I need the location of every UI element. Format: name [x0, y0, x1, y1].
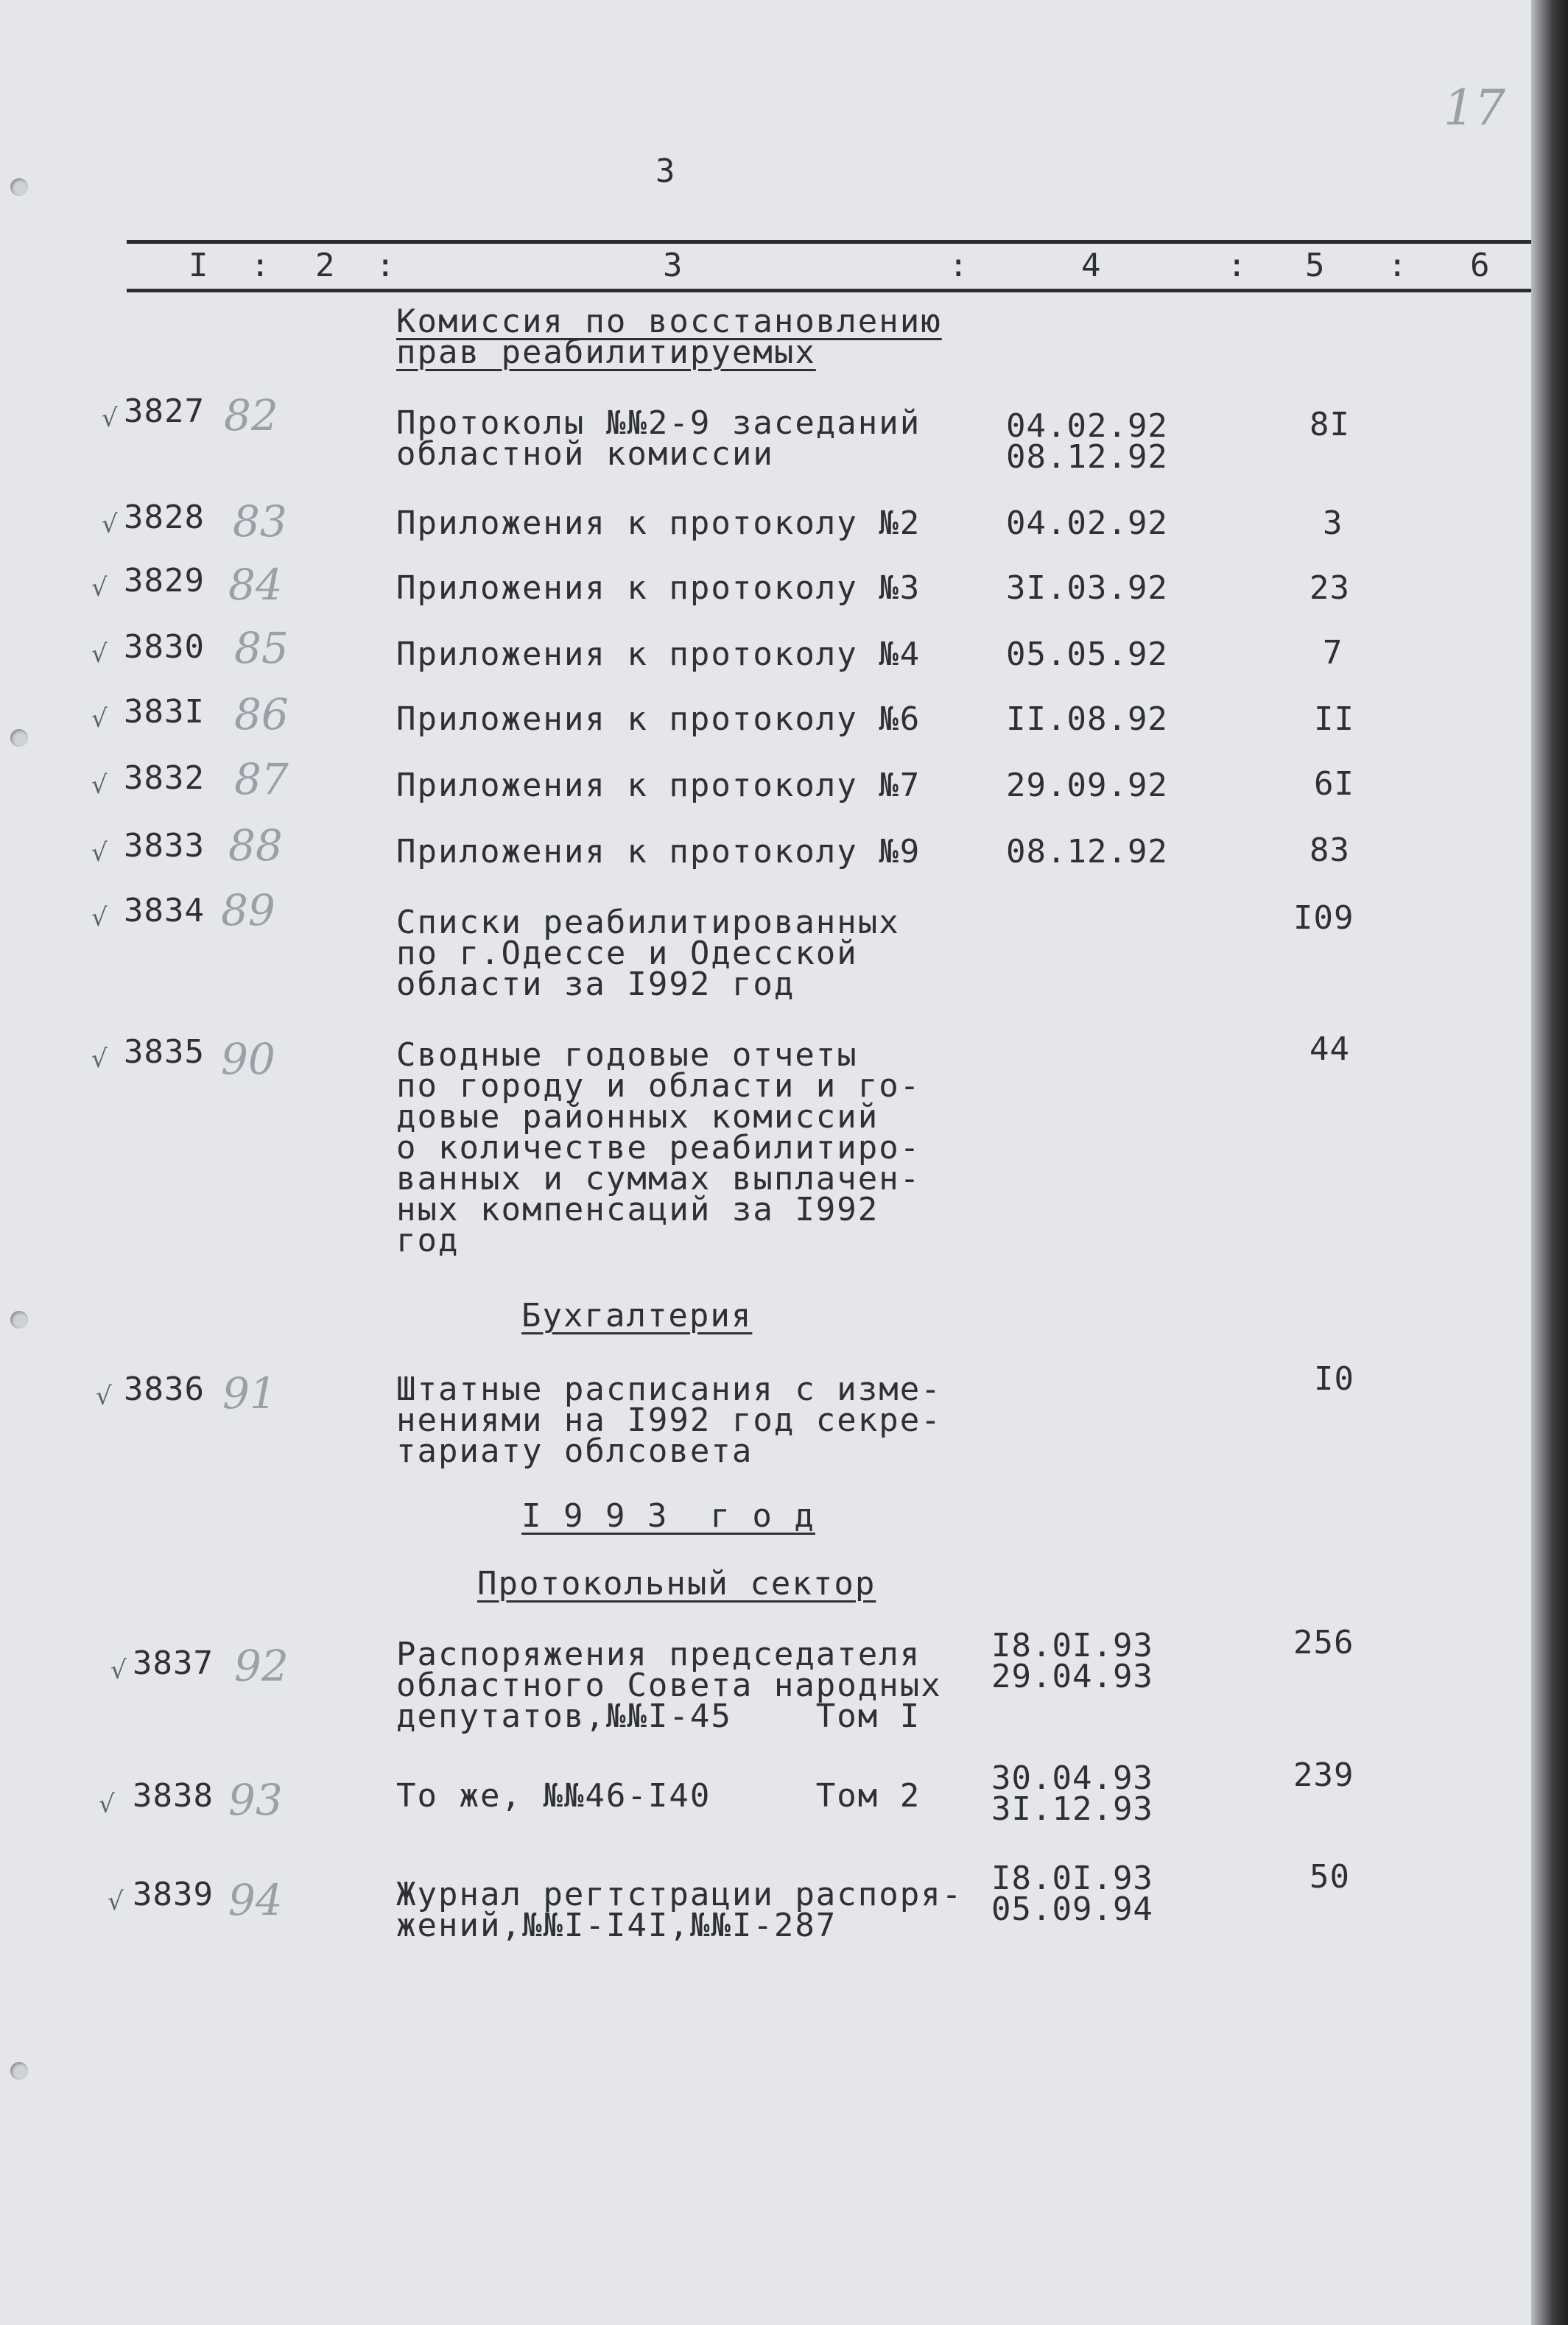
item-sheets: II	[1314, 700, 1354, 738]
item-sheets: 7	[1323, 634, 1343, 672]
col-header-sep: :	[250, 247, 272, 284]
handwritten-number: 86	[234, 689, 289, 739]
item-date: II.08.92	[1006, 700, 1168, 738]
item-date-start: 04.02.92	[1006, 407, 1168, 445]
item-title: То же, №№46-I40 Том 2	[396, 1777, 921, 1815]
check-mark: √	[91, 573, 108, 602]
item-title: депутатов,№№I-45 Том I	[396, 1698, 921, 1735]
check-mark: √	[102, 510, 118, 539]
scan-edge-shadow	[1531, 0, 1568, 2325]
item-number: 3837	[133, 1645, 214, 1682]
col-header-sep: :	[1388, 247, 1409, 284]
handwritten-number: 87	[234, 754, 289, 804]
check-mark: √	[91, 704, 108, 734]
item-title: Приложения к протоколу №9	[396, 833, 921, 870]
item-date-end: 05.09.94	[991, 1890, 1153, 1928]
col-header-5: 5	[1305, 247, 1326, 284]
item-date: 29.09.92	[1006, 767, 1168, 804]
header-rule-top	[127, 240, 1541, 244]
item-title: о количестве реабилитиро-	[396, 1129, 921, 1167]
item-title: Приложения к протоколу №7	[396, 767, 921, 804]
corner-page-number: 17	[1444, 80, 1505, 136]
col-header-sep: :	[376, 247, 397, 284]
section-heading-commission: прав реабилитируемых	[396, 334, 816, 371]
item-title: нениями на I992 год секре-	[396, 1401, 942, 1439]
col-header-sep: :	[1227, 247, 1248, 284]
item-date-end: 08.12.92	[1006, 438, 1168, 476]
item-title: Приложения к протоколу №6	[396, 700, 921, 738]
col-header-4: 4	[1081, 247, 1103, 284]
col-header-sep: :	[949, 247, 970, 284]
item-sheets: 83	[1309, 831, 1350, 869]
check-mark: √	[110, 1656, 127, 1685]
item-sheets: 239	[1293, 1756, 1354, 1794]
item-title: год	[396, 1222, 460, 1259]
item-date: 05.05.92	[1006, 636, 1168, 673]
item-date-end: 29.04.93	[991, 1658, 1153, 1695]
section-heading-protocol-sector: Протокольный сектор	[477, 1565, 876, 1603]
section-heading-accounting: Бухгалтерия	[521, 1297, 753, 1334]
item-number: 3835	[124, 1033, 205, 1071]
col-header-3: 3	[663, 247, 684, 284]
handwritten-number: 89	[221, 885, 275, 935]
check-mark: √	[91, 838, 108, 868]
handwritten-number: 83	[233, 496, 287, 546]
item-sheets: I09	[1293, 899, 1354, 937]
item-date-start: I8.0I.93	[991, 1860, 1153, 1897]
item-sheets: 256	[1293, 1624, 1354, 1661]
item-title: тариату облсовета	[396, 1432, 753, 1470]
item-title: Приложения к протоколу №3	[396, 569, 921, 607]
item-number: 3832	[124, 759, 205, 797]
col-header-6: 6	[1470, 247, 1491, 284]
binder-hole	[10, 729, 28, 747]
handwritten-number: 82	[224, 390, 278, 440]
item-number: 383I	[124, 693, 205, 731]
check-mark: √	[91, 903, 108, 932]
item-date: 08.12.92	[1006, 833, 1168, 870]
binder-hole	[10, 1311, 28, 1329]
item-title: областной комиссии	[396, 435, 774, 473]
item-title: ванных и суммах выплачен-	[396, 1160, 921, 1197]
item-title: Приложения к протоколу №2	[396, 504, 921, 542]
item-title: по г.Одессе и Одесской	[396, 935, 858, 972]
handwritten-number: 92	[234, 1641, 289, 1691]
handwritten-number: 85	[234, 623, 289, 673]
handwritten-number: 94	[228, 1875, 283, 1925]
handwritten-number: 84	[228, 560, 283, 610]
handwritten-number: 90	[221, 1034, 275, 1084]
item-number: 3839	[133, 1876, 214, 1913]
item-number: 3838	[133, 1777, 214, 1815]
item-title: довые районных комиссий	[396, 1098, 879, 1136]
check-mark: √	[99, 1790, 115, 1819]
page-number: 3	[655, 152, 677, 190]
binder-hole	[10, 178, 28, 196]
item-number: 3833	[124, 827, 205, 865]
item-title: Распоряжения председателя	[396, 1636, 921, 1673]
item-title: Списки реабилитированных	[396, 904, 900, 941]
item-title: Протоколы №№2-9 заседаний	[396, 404, 921, 442]
check-mark: √	[91, 770, 108, 800]
item-title: Приложения к протоколу №4	[396, 636, 921, 673]
item-date-start: 30.04.93	[991, 1759, 1153, 1797]
item-date-start: I8.0I.93	[991, 1627, 1153, 1664]
item-number: 3827	[124, 393, 205, 430]
handwritten-number: 88	[228, 820, 283, 870]
item-sheets: I0	[1314, 1360, 1354, 1398]
item-title: Журнал регтстрации распоря-	[396, 1876, 963, 1913]
item-date-end: 3I.12.93	[991, 1790, 1153, 1828]
check-mark: √	[91, 639, 108, 669]
header-rule-bottom	[127, 289, 1541, 292]
binder-hole	[10, 2062, 28, 2080]
item-sheets: 23	[1309, 569, 1350, 607]
item-title: жений,№№I-I4I,№№I-287	[396, 1907, 837, 1944]
item-number: 3828	[124, 499, 205, 536]
item-number: 3836	[124, 1371, 205, 1408]
item-sheets: 50	[1309, 1858, 1350, 1896]
item-sheets: 3	[1323, 504, 1343, 542]
section-heading-commission: Комиссия по восстановлению	[396, 303, 942, 340]
item-sheets: 8I	[1309, 406, 1350, 443]
item-title: по городу и области и го-	[396, 1067, 921, 1105]
check-mark: √	[108, 1887, 124, 1916]
item-sheets: 44	[1309, 1030, 1350, 1068]
item-number: 3830	[124, 628, 205, 666]
item-date: 3I.03.92	[1006, 569, 1168, 607]
item-number: 3829	[124, 562, 205, 599]
item-number: 3834	[124, 892, 205, 929]
col-header-1: I	[189, 247, 210, 284]
check-mark: √	[91, 1044, 108, 1074]
item-sheets: 6I	[1314, 765, 1354, 803]
item-title: ных компенсаций за I992	[396, 1191, 879, 1228]
item-title: Штатные расписания с изме-	[396, 1371, 942, 1408]
item-title: Сводные годовые отчеты	[396, 1036, 858, 1074]
check-mark: √	[96, 1382, 112, 1411]
handwritten-number: 91	[222, 1368, 277, 1418]
item-date: 04.02.92	[1006, 504, 1168, 542]
item-title: области за I992 год	[396, 965, 795, 1003]
check-mark: √	[102, 404, 118, 433]
handwritten-number: 93	[228, 1775, 283, 1825]
col-header-2: 2	[315, 247, 337, 284]
item-title: областного Совета народных	[396, 1667, 942, 1704]
section-heading-year: I 9 9 3 г о д	[521, 1497, 815, 1535]
